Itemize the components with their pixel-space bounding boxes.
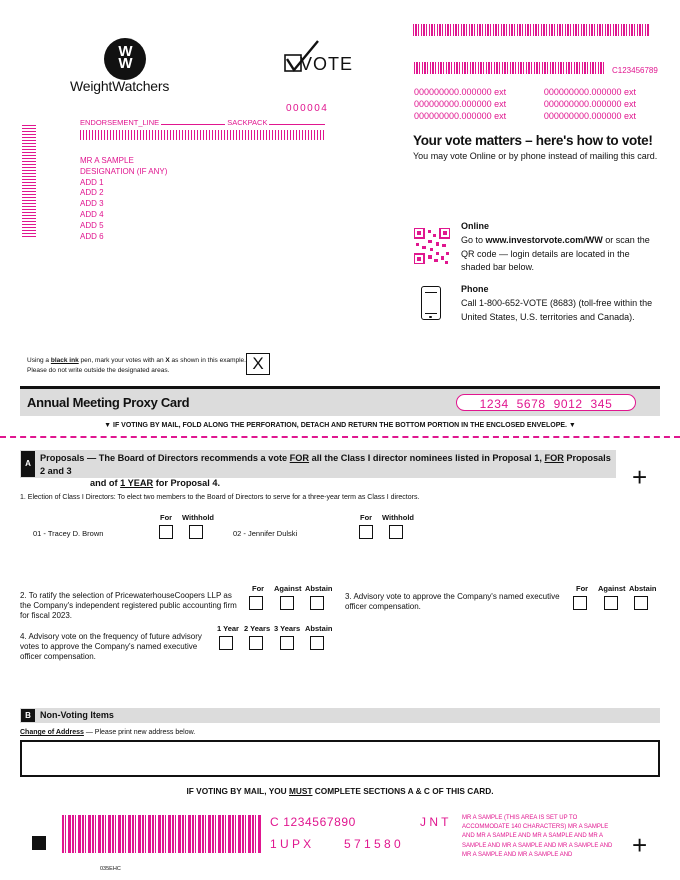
proposal-3-for-checkbox[interactable]	[573, 596, 587, 610]
address-block: MR A SAMPLE DESIGNATION (IF ANY) ADD 1 ADD 2 ADD 3 ADD 4 ADD 5 ADD 6	[80, 156, 168, 241]
sequence-number: 000004	[286, 103, 329, 114]
mark-instructions: Using a black ink pen, mark your votes with an X as shown in this example. Please do not write outside the designated areas.	[27, 357, 246, 374]
fold-notice: ▼ IF VOTING BY MAIL, FOLD ALONG THE PERFORATION, DETACH AND RETURN THE BOTTOM PORTION IN THE ENCLOSED ENVELOPE. ▼	[104, 422, 576, 429]
proposal-3-against-checkbox[interactable]	[604, 596, 618, 610]
proposal-4-1-year-checkbox[interactable]	[219, 636, 233, 650]
proposal-2-abstain-checkbox[interactable]	[310, 596, 324, 610]
footer-account: C 1234567890	[270, 815, 356, 829]
p3-col-abstain: Abstain	[629, 584, 657, 593]
section-b-heading: Non-Voting Items	[40, 710, 114, 720]
footer-plus-mark: +	[632, 830, 648, 860]
footer-upx: 1 U P X	[270, 837, 312, 851]
p4-col-1-year: 1 Year	[217, 624, 239, 633]
p4-col-2-years: 2 Years	[244, 624, 271, 633]
footer-jnt: J N T	[420, 815, 449, 829]
nominee-02-withhold-checkbox[interactable]	[389, 525, 403, 539]
proposal-2-for-checkbox[interactable]	[249, 596, 263, 610]
change-of-address-label: Change of Address — Please print new address below.	[20, 729, 196, 736]
p2-col-against: Against	[274, 584, 302, 593]
qr-code-icon	[414, 228, 450, 264]
example-mark-box: X	[246, 353, 270, 375]
p4-col-abstain: Abstain	[305, 624, 333, 633]
online-url[interactable]: www.investorvote.com/WW	[485, 235, 603, 245]
mail-notice: IF VOTING BY MAIL, YOU MUST COMPLETE SECTIONS A & C OF THIS CARD.	[186, 786, 494, 796]
footer-sample-text: MR A SAMPLE (THIS AREA IS SET UP TO ACCOMMODATE 140 CHARACTERS) MR A SAMPLE AND MR A SAMPLE AND MR A SAMPLE AND MR A SAMPLE AND MR A SAMPLE AND MR A SAMPLE AND MR A SAMPLE AND MR A SAMPLE AND	[462, 815, 613, 858]
section-a-letter: A	[21, 451, 35, 477]
account-code: C123456789	[612, 66, 658, 75]
nominee-02-for-checkbox[interactable]	[359, 525, 373, 539]
p1-col-for-1: For	[160, 513, 173, 522]
proposal-4-text: 4. Advisory vote on the frequency of future advisory votes to approve the Company's named executive officer compensation.	[20, 632, 202, 661]
proposal-2-text: 2. To ratify the selection of PricewaterhouseCoopers LLP as the Company's independent registered public accounting firm for fiscal 2023.	[20, 591, 237, 620]
card-title: Annual Meeting Proxy Card	[27, 395, 190, 410]
barcode-vertical	[22, 123, 36, 237]
proposal-4-2-years-checkbox[interactable]	[249, 636, 263, 650]
nominee-01-for-checkbox[interactable]	[159, 525, 173, 539]
perforation-line	[0, 436, 680, 438]
p3-col-for: For	[576, 584, 589, 593]
nominee-02: 02 - Jennifer Dulski	[233, 529, 298, 538]
vote-matters-headline: Your vote matters – here's how to vote!	[413, 133, 653, 148]
nominee-01: 01 - Tracey D. Brown	[33, 529, 104, 538]
postnet-barcode	[80, 130, 326, 140]
ext-numbers: 000000000.000000 ext 000000000.000000 ext 000000000.000000 ext 000000000.000000 ext 000000000.000000 ext 000000000.000000 ext	[414, 87, 636, 121]
p1-col-withhold-2: Withhold	[382, 513, 415, 522]
proposal-3-abstain-checkbox[interactable]	[634, 596, 648, 610]
brand-name: WeightWatchers	[70, 78, 170, 94]
footer-barcode	[62, 815, 262, 853]
endorsement-line: ENDORSEMENT_LINE SACKPACK	[80, 118, 325, 127]
p4-col-3-years: 3 Years	[274, 624, 301, 633]
p1-col-withhold-1: Withhold	[182, 513, 215, 522]
section-a-heading: Proposals — The Board of Directors recommends a vote FOR all the Class I director nominees listed in Proposal 1, FOR Proposals 2 and 3 and of 1 YEAR for Proposal 4.	[40, 453, 611, 488]
card-title-bar	[20, 386, 660, 416]
section-b-bar	[20, 708, 660, 723]
proposal-4-abstain-checkbox[interactable]	[310, 636, 324, 650]
p3-col-against: Against	[598, 584, 626, 593]
footer-number: 5 7 1 5 8 0	[344, 837, 401, 851]
phone-title: Phone	[461, 284, 489, 294]
nominee-01-withhold-checkbox[interactable]	[189, 525, 203, 539]
vote-logo: VOTE	[284, 40, 348, 76]
section-b-letter: B	[21, 709, 35, 722]
p1-col-for-2: For	[360, 513, 373, 522]
proposal-4-3-years-checkbox[interactable]	[280, 636, 294, 650]
p2-col-abstain: Abstain	[305, 584, 333, 593]
control-number: 1234 5678 9012 345	[456, 394, 636, 411]
footer-black-square	[32, 836, 46, 850]
phone-icon	[421, 286, 441, 320]
ww-logo: WW	[104, 38, 146, 80]
phone-text: Call 1-800-652-VOTE (8683) (toll-free within the United States, U.S. territories and Canada).	[461, 298, 653, 322]
change-of-address-input[interactable]	[20, 740, 660, 777]
footer-code: 035EHC	[100, 866, 121, 872]
registration-plus-mark: +	[632, 462, 648, 492]
online-text: Go to www.investorvote.com/WW or scan the QR code — login details are located in the shaded bar below.	[461, 235, 650, 272]
proposal-2-against-checkbox[interactable]	[280, 596, 294, 610]
vote-matters-sub: You may vote Online or by phone instead of mailing this card.	[413, 151, 658, 161]
p2-col-for: For	[252, 584, 265, 593]
proposal-3-text: 3. Advisory vote to approve the Company's named executive officer compensation.	[345, 592, 560, 611]
proposal-1-text: 1. Election of Class I Directors: To elect two members to the Board of Directors to serve for a three-year term as Class I directors.	[20, 494, 420, 501]
online-title: Online	[461, 221, 490, 231]
barcode-account	[414, 62, 606, 74]
barcode-top	[413, 24, 649, 36]
